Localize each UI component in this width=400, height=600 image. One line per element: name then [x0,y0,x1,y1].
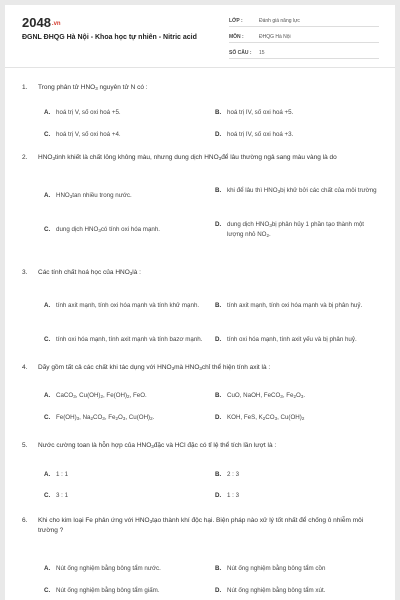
meta-label: LỚP : [229,18,243,24]
option-c[interactable] [44,491,214,501]
option-text: hoá trị V, số oxi hoá +4. [56,131,121,138]
exam-meta [229,13,379,61]
option-letter: D. [215,414,222,421]
question-number: 3. [22,269,28,276]
option-text: tính oxi hóa mạnh, tính axit yếu và bị phân huỷ. [227,336,357,343]
question-stem [22,83,382,93]
question-6 [22,516,382,594]
question-number: 5. [22,442,28,449]
option-letter: C. [44,414,51,421]
option-text: dung dịch $HNO_3bị$ phân hủy 1 phần tạo thành một lượng nhỏ $NO_2$. [227,221,365,238]
meta-row-class [229,13,379,27]
option-text: $HNO_3\tan$ nhiều trong nước. [56,192,132,199]
question-text: Khi cho kim loại Fe phản ứng với $HNO_3tạo$ thành khí độc hại. Biện pháp nào xử lý tốt nhất để chống ô nhiễm môi trường ? [38,517,364,534]
option-text: 1 : 3 [227,492,240,499]
question-stem [22,153,382,163]
option-text: CaCO$_3$, $Cu(OH)_2$, $Fe(OH)_2$, FeO. [56,392,147,399]
option-letter: C. [44,587,51,594]
option-c[interactable] [44,586,214,596]
worksheet-header [5,5,395,59]
option-text: Nút ống nghiệm bằng bông tẩm xút. [227,587,326,594]
option-letter: B. [215,187,222,194]
option-letter: B. [215,109,222,116]
option-text: Nút ống nghiệm bằng bông tẩm giấm. [56,587,160,594]
option-text: Nút ống nghiệm bằng bông tẩm nước. [56,565,161,572]
option-a[interactable] [44,108,214,118]
option-text: tính axit mạnh, tính oxi hóa mạnh và tính khử mạnh. [56,302,200,309]
question-stem [22,268,382,278]
option-text: 1 : 1 [56,471,69,478]
option-text: Nút ống nghiệm bằng bông tẩm cồn [227,565,326,572]
option-letter: D. [215,131,222,138]
site-logo[interactable] [22,15,61,30]
option-letter: A. [44,109,51,116]
option-c[interactable] [44,225,214,235]
option-d[interactable] [215,413,380,423]
question-number: 2. [22,154,28,161]
option-letter: B. [215,302,222,309]
option-b[interactable] [215,391,380,401]
option-letter: D. [215,492,222,499]
option-a[interactable] [44,301,214,311]
header-divider [5,67,395,68]
option-d[interactable] [215,491,380,501]
worksheet-page [5,5,395,600]
meta-row-count [229,45,379,59]
option-text: tính oxi hóa mạnh, tính axit mạnh và tính bazơ mạnh. [56,336,203,343]
question-number: 4. [22,364,28,371]
option-a[interactable] [44,470,214,480]
meta-label: MÔN : [229,34,244,40]
option-b[interactable] [215,564,380,574]
option-d[interactable] [215,130,380,140]
option-letter: A. [44,392,51,399]
question-5 [22,441,382,499]
option-letter: C. [44,492,51,499]
option-letter: C. [44,336,51,343]
logo-text: 2048 [22,15,51,30]
option-letter: D. [215,336,222,343]
question-text: Các tính chất hoá học của $HNO_3là$ : [38,269,141,276]
question-number: 1. [22,84,28,91]
option-d[interactable] [215,586,380,596]
option-letter: B. [215,392,222,399]
option-letter: B. [215,565,222,572]
option-letter: B. [215,471,222,478]
question-3 [22,268,382,343]
question-text: Dãy gồm tất cả các chất khi tác dụng với $HNO_3mà$ $HNO_3chỉ$ thể hiện tính axit là : [38,364,271,371]
question-number: 6. [22,517,28,524]
meta-row-subject [229,29,379,43]
option-text: KOH, FeS, $K_2CO_3$, $Cu(OH)_2$ [227,414,305,421]
option-letter: C. [44,131,51,138]
option-b[interactable] [215,470,380,480]
option-letter: C. [44,226,51,233]
option-letter: A. [44,302,51,309]
option-text: CuO, NaOH, FeCO$_3$, $Fe_2O_3$. [227,392,306,399]
meta-value: 15 [259,50,265,56]
option-a[interactable] [44,191,214,201]
option-text: hoá trị IV, số oxi hoá +5. [227,109,294,116]
question-4 [22,363,382,421]
meta-label: SỐ CÂU : [229,50,252,56]
question-stem [22,363,382,373]
option-b[interactable] [215,108,380,118]
option-c[interactable] [44,130,214,140]
option-b[interactable] [215,301,380,311]
option-text: 3 : 1 [56,492,69,499]
option-text: hoá trị IV, số oxi hoá +3. [227,131,294,138]
option-letter: D. [215,587,222,594]
option-b[interactable] [215,186,380,196]
question-stem [22,441,382,451]
question-1 [22,83,382,138]
option-a[interactable] [44,564,214,574]
option-text: 2 : 3 [227,471,240,478]
option-d[interactable] [215,220,380,239]
exam-title: ĐGNL ĐHQG Hà Nội - Khoa học tự nhiên - Nitric acid [22,34,197,41]
meta-value: ĐHQG Hà Nội [259,34,291,40]
option-text: $Fe(OH)_3$, $Na_2CO_3$, $Fe_2O_3$, $Cu(OH)_2$. [56,414,155,421]
question-stem [22,516,382,536]
option-d[interactable] [215,335,380,345]
option-letter: A. [44,565,51,572]
option-c[interactable] [44,335,214,345]
option-c[interactable] [44,413,214,423]
question-2 [22,153,382,238]
logo-suffix: .vn [51,20,61,27]
meta-value: Đánh giá năng lực [259,18,300,24]
option-text: tính axit mạnh, tính oxi hóa mạnh và bị phân huỷ. [227,302,363,309]
question-text: $HNO_3tinh$ khiết là chất lỏng không màu, nhưng dung dịch $HNO_3để$ lâu thường ngả sang màu vàng là do [38,154,337,161]
option-text: hoá trị V, số oxi hoá +5. [56,109,121,116]
option-letter: D. [215,221,222,228]
option-letter: A. [44,471,51,478]
question-text: Trong phân tử $HNO_3$ nguyên tử N có : [38,84,148,91]
option-letter: A. [44,192,51,199]
option-text: dung dịch $HNO_3có$ tính oxi hóa mạnh. [56,226,160,233]
question-text: Nước cường toan là hỗn hợp của $HNO_3đặc$ và HCl đặc có tỉ lệ thể tích lần lượt là : [38,442,277,449]
option-a[interactable] [44,391,214,401]
option-text: khi để lâu thì $HNO_3bị$ khử bởi các chất của môi trường [227,187,377,194]
